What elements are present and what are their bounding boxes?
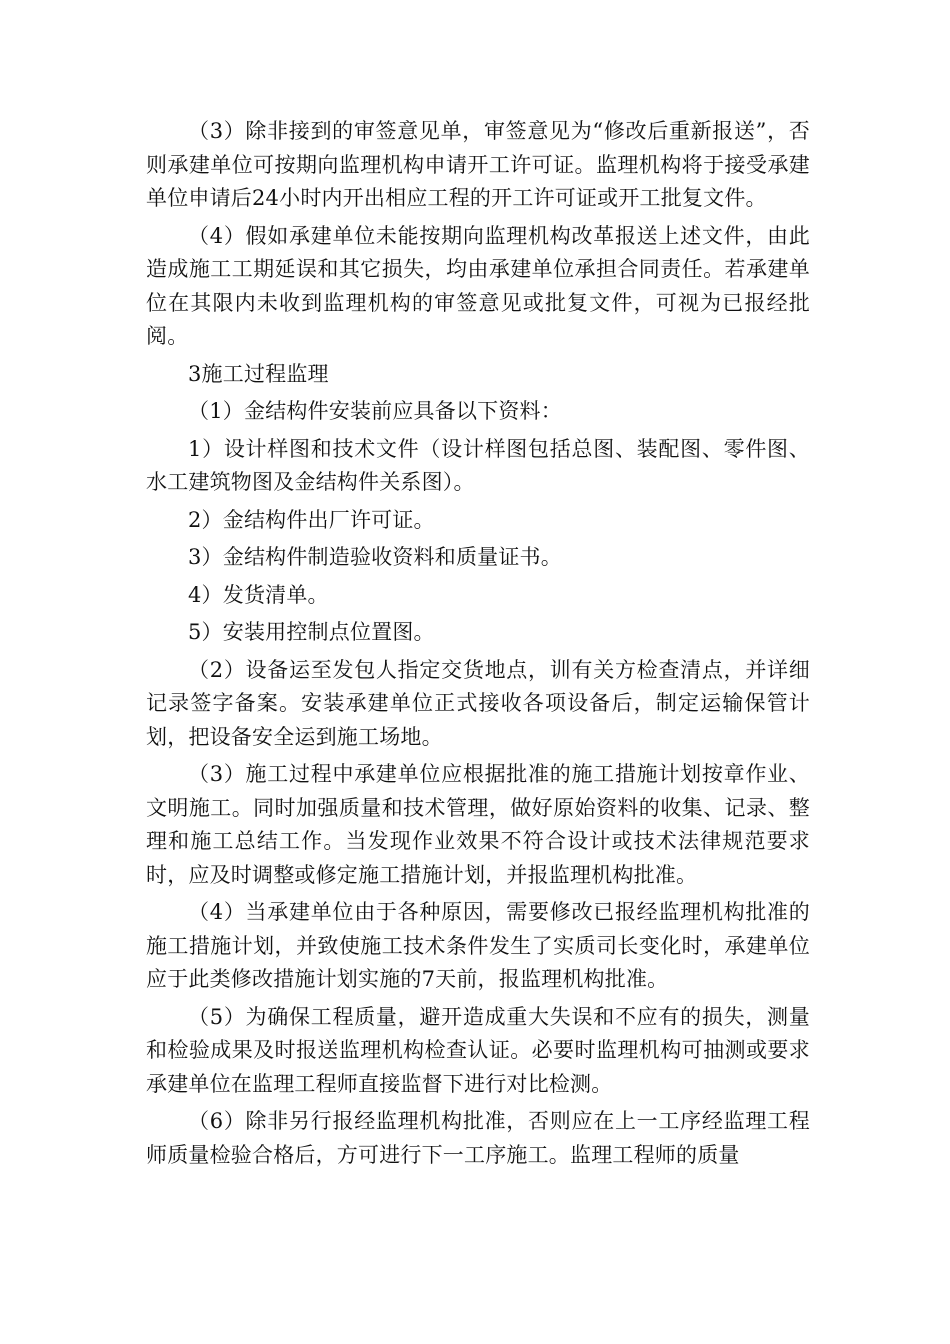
list-item-3: 3）金结构件制造验收资料和质量证书。 [188, 545, 562, 569]
list-item-5: 5）安装用控制点位置图。 [188, 620, 435, 644]
paragraph-3-5: （5）为确保工程质量，避开造成重大失误和不应有的损失，测量和检验成果及时报送监理机构检查认证。必要时监理机构可抽测或要求承建单位在监理工程师直接监督下进行对比检测。 [146, 1004, 810, 1096]
paragraph-3-2: （2）设备运至发包人指定交货地点，训有关方检查清点，并详细记录签字备案。安装承建单位正式接收各项设备后，制定运输保管计划，把设备安全运到施工场地。 [146, 657, 810, 749]
paragraph-3-1: （1）金结构件安装前应具备以下资料： [188, 399, 562, 423]
paragraph-3-4: （4）当承建单位由于各种原因，需要修改已报经监理机构批准的施工措施计划，并致使施工技术条件发生了实质司长变化时，承建单位应于此类修改措施计划实施的7天前，报监理机构批准。 [146, 900, 810, 991]
section-heading-3: 3施工过程监理 [188, 361, 329, 386]
list-item-1: 1）设计样图和技术文件（设计样图包括总图、装配图、零件图、水工建筑物图及金结构件关系图）。 [146, 436, 810, 494]
list-item-2: 2）金结构件出厂许可证。 [188, 507, 435, 532]
paragraph-3-6: （6）除非另行报经监理机构批准，否则应在上一工序经监理工程师质量检验合格后，方可进行下一工序施工。监理工程师的质量 [146, 1109, 810, 1167]
document-body [146, 115, 810, 1176]
list-item-4: 4）发货清单。 [188, 582, 329, 607]
paragraph-2: （4）假如承建单位未能按期向监理机构改革报送上述文件，由此造成施工工期延误和其它损失，均由承建单位承担合同责任。若承建单位在其限内未收到监理机构的审签意见或批复文件，可视为已报经批阅。 [146, 223, 810, 348]
paragraph-1: （3）除非接到的审签意见单，审签意见为“修改后重新报送”，否则承建单位可按期向监理机构申请开工许可证。监理机构将于接受承建单位申请后24小时内开出相应工程的开工许可证或开工批复文件。 [146, 119, 810, 210]
paragraph-3-3: （3）施工过程中承建单位应根据批准的施工措施计划按章作业、文明施工。同时加强质量和技术管理，做好原始资料的收集、记录、整理和施工总结工作。当发现作业效果不符合设计或技术法律规范要求时，应及时调整或修定施工措施计划，并报监理机构批准。 [146, 762, 810, 887]
